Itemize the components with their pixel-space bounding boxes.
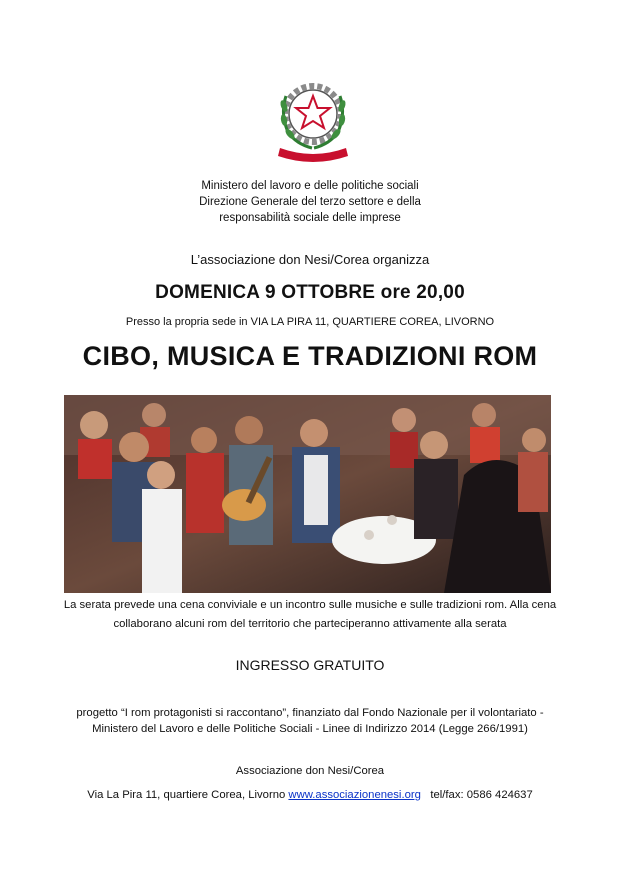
- free-entry-label: INGRESSO GRATUITO: [235, 657, 385, 673]
- ministry-line: Direzione Generale del terzo settore e della: [199, 196, 421, 208]
- organizer-text: L’associazione don Nesi/Corea organizza: [190, 252, 430, 267]
- description-line: La serata prevede una cena conviviale e un incontro sulle musiche e sulle tradizioni rom. Alla cena: [63, 599, 557, 611]
- contact-line: [0, 789, 620, 801]
- project-line: Ministero del Lavoro e delle Politiche Sociali - Linee di Indirizzo 2014 (Legge 266/1991): [92, 723, 528, 735]
- event-headline: CIBO, MUSICA E TRADIZIONI ROM: [82, 341, 538, 371]
- event-date: DOMENICA 9 OTTOBRE ore 20,00: [155, 282, 465, 303]
- venue-text: Presso la propria sede in VIA LA PIRA 11, QUARTIERE COREA, LIVORNO: [125, 316, 495, 328]
- ministry-block: [0, 178, 620, 226]
- ministry-line: responsabilità sociale delle imprese: [219, 212, 401, 224]
- contact-phone: tel/fax: 0586 424637: [430, 789, 533, 801]
- website-link[interactable]: www.associazionenesi.org: [288, 789, 421, 801]
- contact-address: Via La Pira 11, quartiere Corea, Livorno: [87, 789, 286, 801]
- repubblica-italiana-emblem-icon: [272, 74, 354, 164]
- association-name: Associazione don Nesi/Corea: [235, 765, 385, 777]
- event-description: [0, 596, 620, 634]
- project-info: [0, 705, 620, 737]
- ministry-line: Ministero del lavoro e delle politiche sociali: [201, 180, 419, 192]
- project-line: progetto “I rom protagonisti si raccontano”, finanziato dal Fondo Nazionale per il volontariato -: [76, 707, 544, 719]
- event-photo: [64, 395, 551, 593]
- description-line: collaborano alcuni rom del territorio che parteciperanno attivamente alla serata: [113, 618, 507, 630]
